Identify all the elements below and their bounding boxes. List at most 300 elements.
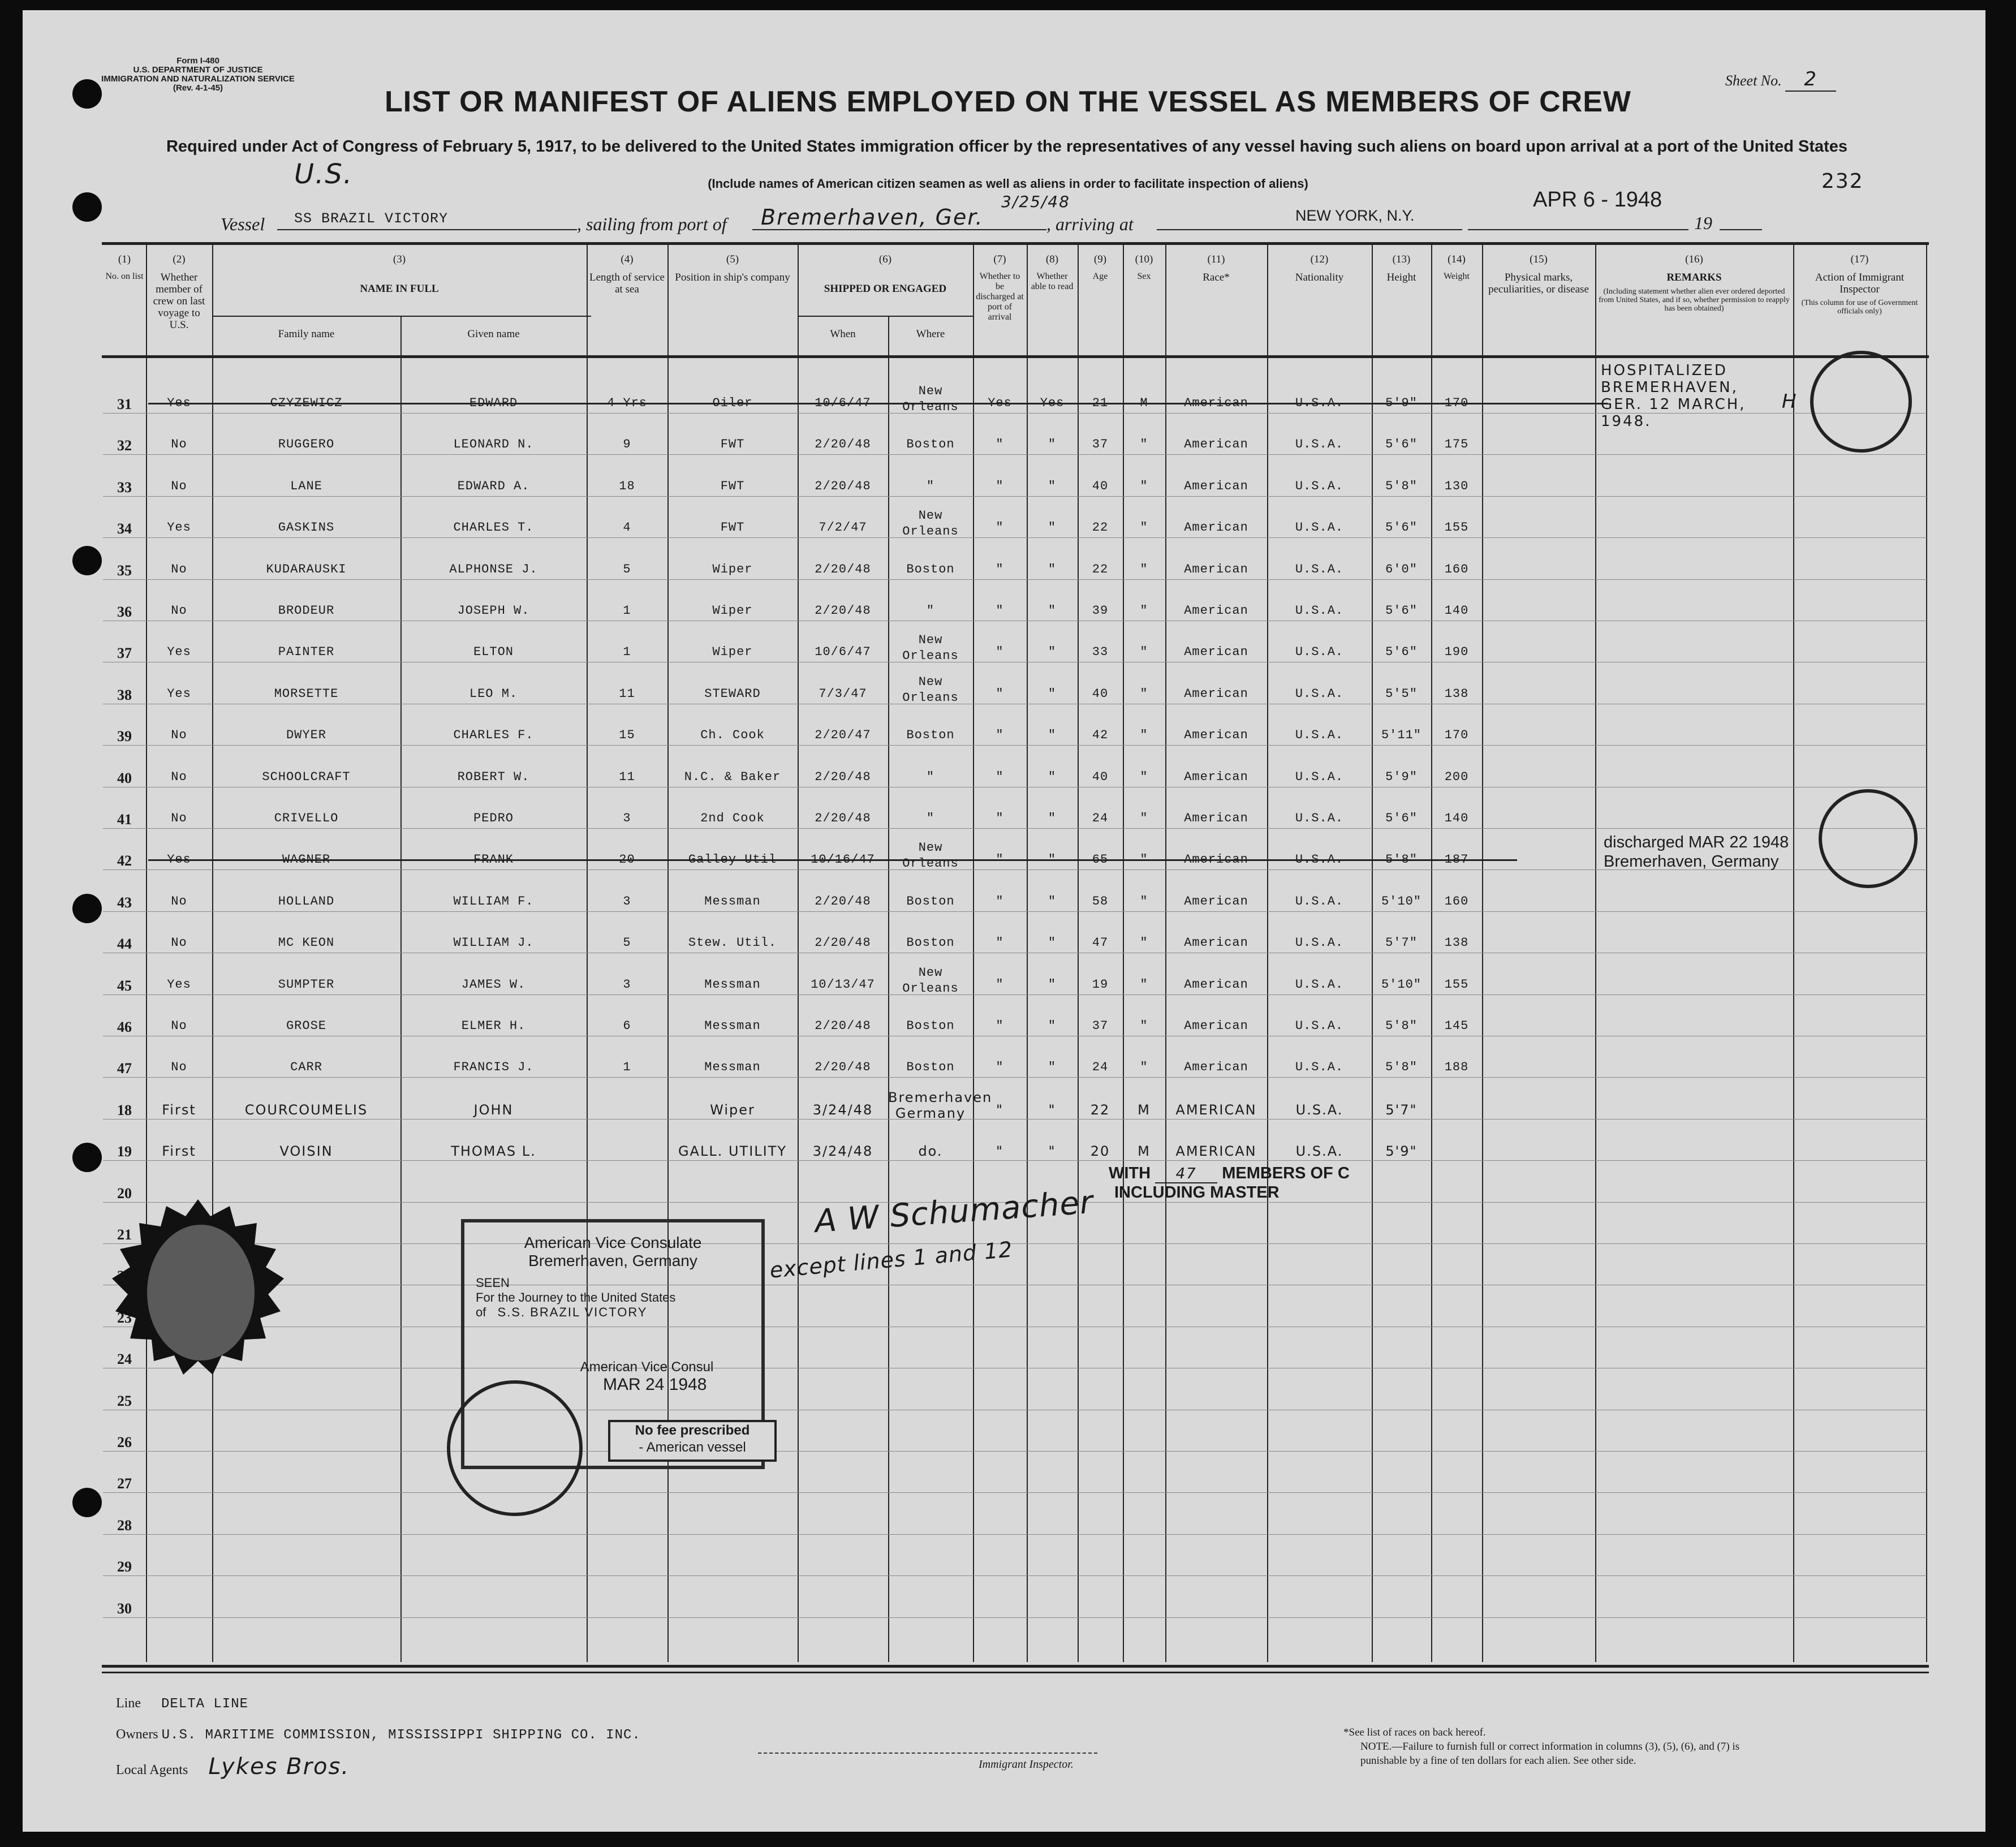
- row-number: 19: [117, 1143, 132, 1160]
- cell-nat: U.S.A.: [1295, 686, 1344, 701]
- vessel-label: Vessel: [221, 214, 265, 234]
- cell-service: 1: [623, 604, 631, 618]
- cell-age: 19: [1092, 977, 1109, 992]
- footer-agents: [116, 1754, 350, 1780]
- cell-sex: ": [1140, 520, 1148, 535]
- cell-sex: M: [1138, 1143, 1151, 1160]
- cell-age: 22: [1090, 1101, 1110, 1118]
- cell-last: Yes: [167, 396, 191, 410]
- cell-family: CZYZEWICZ: [270, 396, 343, 410]
- cell-read: ": [1048, 977, 1057, 992]
- cell-last: Yes: [167, 853, 191, 867]
- manifest-table: [102, 242, 1929, 1668]
- cell-sex: ": [1140, 479, 1148, 493]
- cell-last: No: [171, 1019, 187, 1033]
- cell-height: 5'11": [1381, 728, 1421, 743]
- cell-weight: 138: [1444, 686, 1469, 701]
- fee-text: No fee prescribed: [635, 1423, 750, 1438]
- cell-when: 7/2/47: [819, 520, 867, 535]
- cell-read: ": [1048, 520, 1057, 535]
- cell-race: American: [1184, 604, 1248, 618]
- column-subheader-c3a: Family name: [278, 328, 335, 340]
- cell-sex: ": [1140, 936, 1148, 950]
- year-label: 19: [1694, 213, 1712, 233]
- cell-where: New Orleans: [902, 633, 959, 664]
- consulate-name: American Vice Consulate: [524, 1234, 702, 1251]
- cell-race: American: [1184, 853, 1248, 867]
- cell-family: PAINTER: [278, 645, 335, 660]
- cell-where: New Orleans: [902, 965, 959, 996]
- cell-race: American: [1184, 1060, 1248, 1075]
- cell-where: Boston: [906, 894, 955, 909]
- cell-disch: Yes: [988, 396, 1012, 410]
- cell-race: American: [1184, 811, 1248, 825]
- row-number: 43: [117, 894, 132, 911]
- page-title: LIST OR MANIFEST OF ALIENS EMPLOYED ON THE VESSEL AS MEMBERS OF CREW: [385, 85, 1631, 118]
- column-header-c15: Physical marks, peculiarities, or disease: [1488, 272, 1589, 295]
- cell-where: Boston: [906, 437, 955, 452]
- cell-disch: ": [996, 728, 1004, 743]
- cell-age: 22: [1092, 562, 1109, 576]
- column-number: (7): [993, 253, 1006, 265]
- cell-weight: 160: [1444, 894, 1469, 909]
- cell-position: Ch. Cook: [700, 728, 765, 743]
- cell-disch: ": [996, 686, 1004, 701]
- cell-height: 5'6": [1385, 645, 1418, 660]
- cell-position: FWT: [720, 520, 745, 535]
- cell-position: Messman: [704, 1060, 761, 1075]
- cell-read: ": [1048, 1101, 1056, 1118]
- inspector-seal: [1819, 789, 1918, 888]
- cell-sex: ": [1140, 769, 1148, 784]
- column-header-c8: Whether able to read: [1031, 272, 1074, 291]
- cell-where: New Orleans: [902, 509, 959, 539]
- cell-race: American: [1184, 479, 1248, 493]
- cell-family: GASKINS: [278, 520, 335, 535]
- remark-discharged-place: Bremerhaven, Germany: [1604, 853, 1779, 871]
- row-number: 36: [117, 604, 132, 620]
- cell-family: WAGNER: [282, 853, 331, 867]
- cell-sex: ": [1140, 1060, 1148, 1075]
- cell-nat: U.S.A.: [1295, 520, 1344, 535]
- cell-service: 5: [623, 562, 631, 576]
- cell-weight: 145: [1444, 1019, 1469, 1033]
- cell-sex: ": [1140, 604, 1148, 618]
- cell-read: ": [1048, 728, 1057, 743]
- line-value: DELTA LINE: [161, 1697, 249, 1712]
- inspector-annotation: except lines 1 and 12: [768, 1237, 1014, 1283]
- cell-family: MC KEON: [278, 936, 335, 950]
- line-label: Line: [116, 1696, 141, 1711]
- flag-note: U.S.: [294, 158, 354, 190]
- cell-family: SCHOOLCRAFT: [262, 769, 351, 784]
- consulate-seen: SEEN: [476, 1276, 510, 1290]
- footer-note: NOTE.—Failure to furnish full or correct information in columns (3), (5), (6), and (7) is punishable by a fine of ten dollars for each alien. See other side.: [1360, 1741, 1740, 1767]
- vice-consul-title: American Vice Consul: [580, 1359, 714, 1375]
- crew-total: [1109, 1164, 1350, 1202]
- cell-height: 5'9": [1385, 396, 1418, 410]
- row-number: 37: [117, 645, 132, 662]
- cell-age: 47: [1092, 936, 1109, 950]
- column-number: (6): [878, 253, 892, 265]
- cell-given: PEDRO: [473, 811, 514, 825]
- cell-when: 2/20/48: [815, 604, 871, 618]
- row-number: 30: [117, 1600, 132, 1617]
- cell-disch: ": [996, 853, 1004, 867]
- cell-when: 10/13/47: [811, 977, 875, 992]
- form-dept: U.S. DEPARTMENT OF JUSTICE: [133, 65, 263, 75]
- cell-weight: 188: [1444, 1060, 1469, 1075]
- column-number: (14): [1448, 253, 1466, 265]
- cell-position: N.C. & Baker: [684, 769, 781, 784]
- cell-sex: ": [1140, 686, 1148, 701]
- cell-position: Messman: [704, 1019, 761, 1033]
- row-number: 42: [117, 853, 132, 869]
- cell-service: 11: [619, 769, 635, 784]
- row-number: 46: [117, 1019, 132, 1035]
- cell-family: HOLLAND: [278, 894, 335, 909]
- cell-age: 37: [1092, 1019, 1109, 1033]
- remark-row1: HOSPITALIZED BREMERHAVEN, GER. 12 MARCH, 1948.: [1601, 362, 1746, 430]
- cell-nat: U.S.A.: [1295, 728, 1344, 743]
- cell-weight: 170: [1444, 396, 1469, 410]
- column-number: (1): [118, 253, 131, 265]
- cell-nat: U.S.A.: [1295, 479, 1344, 493]
- cell-service: 6: [623, 1019, 631, 1033]
- footer-line: [116, 1696, 248, 1712]
- cell-when: 10/6/47: [815, 396, 871, 410]
- cell-service: 18: [619, 479, 635, 493]
- cell-weight: 155: [1444, 977, 1469, 992]
- cell-read: ": [1048, 562, 1057, 576]
- cell-given: EDWARD: [469, 396, 518, 410]
- sailing-label: , sailing from port of: [577, 214, 727, 234]
- cell-disch: ": [996, 604, 1004, 618]
- cell-last: No: [171, 769, 187, 784]
- cell-read: ": [1048, 479, 1057, 493]
- cell-nat: U.S.A.: [1295, 1060, 1344, 1075]
- inspector-signature-label: Immigrant Inspector.: [979, 1758, 1074, 1771]
- cell-when: 2/20/48: [815, 811, 871, 825]
- cell-service: 5: [623, 936, 631, 950]
- cell-read: ": [1048, 769, 1057, 784]
- column-header-c13: Height: [1386, 272, 1416, 283]
- cell-family: DWYER: [286, 728, 326, 743]
- cell-weight: 187: [1444, 853, 1469, 867]
- cell-height: 5'6": [1385, 520, 1418, 535]
- row-number: 35: [117, 562, 132, 579]
- cell-given: FRANCIS J.: [453, 1060, 534, 1075]
- cell-family: BRODEUR: [278, 604, 335, 618]
- row-number: 20: [117, 1185, 132, 1202]
- cell-age: 24: [1092, 811, 1109, 825]
- row-number: 47: [117, 1060, 132, 1077]
- row-number: 26: [117, 1434, 132, 1450]
- cell-read: ": [1048, 1143, 1056, 1160]
- cell-height: 5'8": [1385, 1060, 1418, 1075]
- cell-last: No: [171, 604, 187, 618]
- cell-where: Boston: [906, 936, 955, 950]
- cell-age: 33: [1092, 645, 1109, 660]
- cell-where: ": [926, 479, 935, 493]
- fee-stamp: [608, 1420, 777, 1462]
- cell-position: Wiper: [712, 645, 753, 660]
- cell-family: SUMPTER: [278, 977, 335, 992]
- cell-read: ": [1048, 437, 1057, 452]
- agents-label: Local Agents: [116, 1763, 188, 1777]
- row-number: 31: [117, 396, 132, 412]
- cell-where: do.: [918, 1143, 943, 1160]
- cell-given: LEO M.: [469, 686, 518, 701]
- cell-where: New Orleans: [902, 674, 959, 705]
- cell-age: 58: [1092, 894, 1109, 909]
- form-number: Form I-480: [176, 56, 219, 66]
- cell-read: ": [1048, 853, 1057, 867]
- cell-sex: ": [1140, 1019, 1148, 1033]
- cell-when: 10/6/47: [815, 645, 871, 660]
- cell-position: Wiper: [710, 1101, 755, 1118]
- column-subheader-c3b: Given name: [467, 328, 520, 340]
- inspector-seal: [1810, 351, 1912, 453]
- notarial-seal: [79, 1194, 317, 1397]
- owners-label: Owners: [116, 1727, 158, 1742]
- consulate-date: MAR 24 1948: [603, 1375, 707, 1394]
- inspector-mark: H: [1782, 390, 1798, 413]
- cell-family: MORSETTE: [274, 686, 339, 701]
- consulate-seal: [447, 1380, 583, 1516]
- row-number: 23: [117, 1309, 132, 1326]
- cell-nat: U.S.A.: [1295, 769, 1344, 784]
- cell-nat: U.S.A.: [1295, 562, 1344, 576]
- cell-given: JOHN: [473, 1101, 514, 1118]
- cell-disch: ": [996, 894, 1004, 909]
- arrival-port: NEW YORK, N.Y.: [1295, 207, 1415, 224]
- cell-nat: U.S.A.: [1295, 437, 1344, 452]
- footer-owners: [116, 1727, 641, 1743]
- cell-last: Yes: [167, 645, 191, 660]
- cell-sex: ": [1140, 894, 1148, 909]
- form-service: IMMIGRATION AND NATURALIZATION SERVICE: [101, 74, 295, 84]
- cell-nat: U.S.A.: [1295, 936, 1344, 950]
- cell-read: ": [1048, 894, 1057, 909]
- column-number: (13): [1392, 253, 1411, 265]
- cell-position: FWT: [720, 437, 745, 452]
- punch-hole: [72, 546, 102, 575]
- cell-family: RUGGERO: [278, 437, 335, 452]
- cell-height: 5'9": [1385, 769, 1418, 784]
- cell-last: No: [171, 811, 187, 825]
- cell-weight: 140: [1444, 811, 1469, 825]
- cell-height: 6'0": [1385, 562, 1418, 576]
- cell-weight: 155: [1444, 520, 1469, 535]
- cell-disch: ": [996, 769, 1004, 784]
- cell-given: ROBERT W.: [457, 769, 530, 784]
- cell-given: FRANK: [473, 853, 514, 867]
- cell-when: 3/24/48: [812, 1101, 873, 1118]
- races-note: *See list of races on back hereof.: [1343, 1727, 1486, 1738]
- column-header-c17: Action of Immigrant Inspector: [1815, 272, 1905, 295]
- cell-when: 10/16/47: [811, 853, 875, 867]
- cell-race: American: [1184, 728, 1248, 743]
- column-number: (8): [1045, 253, 1059, 265]
- cell-given: WILLIAM J.: [453, 936, 534, 950]
- column-number: (2): [173, 253, 186, 265]
- cell-family: VOISIN: [279, 1143, 333, 1160]
- cell-weight: 175: [1444, 437, 1469, 452]
- row-number: 27: [117, 1475, 132, 1492]
- cell-when: 2/20/48: [815, 769, 871, 784]
- cell-height: 5'10": [1381, 977, 1421, 992]
- cell-family: LANE: [290, 479, 322, 493]
- cell-height: 5'8": [1385, 1019, 1418, 1033]
- column-header-c10: Sex: [1137, 272, 1151, 281]
- cell-last: Yes: [167, 977, 191, 992]
- cell-race: AMERICAN: [1175, 1143, 1257, 1160]
- cell-position: STEWARD: [704, 686, 761, 701]
- master-signature: A W Schumacher: [813, 1183, 1095, 1241]
- cell-family: CARR: [290, 1060, 322, 1075]
- cell-service: 11: [619, 686, 635, 701]
- cell-height: 5'6": [1385, 604, 1418, 618]
- column-header-c7: Whether to be discharged at port of arrival: [976, 272, 1024, 322]
- seal-core: [147, 1225, 255, 1361]
- cell-disch: ": [996, 977, 1004, 992]
- cell-age: 22: [1092, 520, 1109, 535]
- cell-disch: ": [996, 1019, 1004, 1033]
- cell-sex: ": [1140, 977, 1148, 992]
- crew-count: 47: [1155, 1165, 1217, 1183]
- column-header-c5: Position in ship's company: [675, 272, 790, 283]
- column-number: (16): [1685, 253, 1703, 265]
- cell-nat: U.S.A.: [1295, 1143, 1343, 1160]
- cell-given: LEONARD N.: [453, 437, 534, 452]
- cell-position: Oiler: [712, 396, 753, 410]
- column-number: (11): [1207, 253, 1225, 265]
- column-header-c11: Race*: [1203, 272, 1230, 283]
- subtitle: Required under Act of Congress of February 5, 1917, to be delivered to the United States immigration officer by the representatives of any vessel having such aliens on board upon arrival at a port of the United States: [166, 137, 1848, 156]
- cell-last: No: [171, 1060, 187, 1075]
- inspector-subheader: (This column for use of Government officials only): [1801, 299, 1918, 316]
- cell-weight: 190: [1444, 645, 1469, 660]
- cell-where: ": [926, 604, 935, 618]
- cell-race: American: [1184, 894, 1248, 909]
- cell-sex: M: [1138, 1101, 1151, 1118]
- cell-last: No: [171, 562, 187, 576]
- cell-height: 5'9": [1385, 1143, 1418, 1160]
- cell-weight: 170: [1444, 728, 1469, 743]
- cell-when: 7/3/47: [819, 686, 867, 701]
- cell-family: COURCOUMELIS: [244, 1101, 368, 1118]
- cell-position: GALL. UTILITY: [678, 1143, 787, 1160]
- cell-where: Boston: [906, 728, 955, 743]
- row-number: 29: [117, 1558, 132, 1575]
- cell-disch: ": [996, 1060, 1004, 1075]
- cell-nat: U.S.A.: [1295, 645, 1344, 660]
- cell-position: FWT: [720, 479, 745, 493]
- row-number: 34: [117, 520, 132, 537]
- cell-age: 42: [1092, 728, 1109, 743]
- cell-age: 37: [1092, 437, 1109, 452]
- cell-height: 5'5": [1385, 686, 1418, 701]
- row-number: 33: [117, 479, 132, 496]
- cell-age: 65: [1092, 853, 1109, 867]
- cell-height: 5'7": [1385, 1101, 1418, 1118]
- column-header-c16: REMARKS: [1666, 272, 1722, 283]
- cell-read: ": [1048, 686, 1057, 701]
- crew-total-with: WITH: [1109, 1164, 1151, 1182]
- cell-given: ELTON: [473, 645, 514, 660]
- owners-value: U.S. MARITIME COMMISSION, MISSISSIPPI SHIPPING CO. INC.: [161, 1728, 641, 1743]
- column-number: (3): [393, 253, 406, 265]
- cell-height: 5'6": [1385, 811, 1418, 825]
- cell-service: 4: [623, 520, 631, 535]
- cell-when: 3/24/48: [812, 1143, 873, 1160]
- cell-race: American: [1184, 977, 1248, 992]
- cell-given: CHARLES T.: [453, 520, 534, 535]
- form-rev: (Rev. 4-1-45): [173, 83, 223, 93]
- cell-nat: U.S.A.: [1295, 1101, 1343, 1118]
- cell-nat: U.S.A.: [1295, 604, 1344, 618]
- cell-position: Stew. Util.: [688, 936, 777, 950]
- cell-nat: U.S.A.: [1295, 396, 1344, 410]
- cell-when: 2/20/47: [815, 728, 871, 743]
- cell-race: American: [1184, 936, 1248, 950]
- cell-disch: ": [996, 562, 1004, 576]
- cell-age: 24: [1092, 1060, 1109, 1075]
- cell-where: Boston: [906, 1060, 955, 1075]
- cell-service: 4 Yrs: [606, 396, 647, 410]
- consulate-journey: For the Journey to the United States: [476, 1290, 676, 1304]
- cell-last: First: [162, 1143, 196, 1160]
- cell-last: No: [171, 479, 187, 493]
- cell-service: 9: [623, 437, 631, 452]
- cell-nat: U.S.A.: [1295, 1019, 1344, 1033]
- row-number: 28: [117, 1517, 132, 1534]
- row-number: 38: [117, 686, 132, 703]
- strike-line: [148, 859, 1517, 861]
- column-number: (4): [621, 253, 634, 265]
- cell-given: EDWARD A.: [457, 479, 530, 493]
- cell-disch: ": [996, 1101, 1004, 1118]
- cell-given: JOSEPH W.: [457, 604, 530, 618]
- column-header-c2: Whether member of crew on last voyage to U.S.: [153, 272, 205, 331]
- strike-line: [148, 403, 1608, 404]
- cell-given: ALPHONSE J.: [449, 562, 538, 576]
- column-subheader-c6a: When: [830, 328, 856, 340]
- cell-last: First: [162, 1101, 196, 1118]
- cell-given: JAMES W.: [461, 977, 526, 992]
- row-number: 24: [117, 1351, 132, 1368]
- cell-service: 20: [619, 853, 635, 867]
- cell-race: American: [1184, 645, 1248, 660]
- row-number: 25: [117, 1392, 132, 1409]
- column-number: (12): [1310, 253, 1329, 265]
- cell-position: Messman: [704, 977, 761, 992]
- column-number: (15): [1530, 253, 1548, 265]
- cell-last: No: [171, 936, 187, 950]
- punch-hole: [72, 1488, 102, 1517]
- cell-read: ": [1048, 1060, 1057, 1075]
- cell-age: 21: [1092, 396, 1109, 410]
- cell-service: 3: [623, 811, 631, 825]
- row-number: 41: [117, 811, 132, 828]
- column-number: (5): [726, 253, 739, 265]
- cell-disch: ": [996, 479, 1004, 493]
- column-header-c4: Length of service at sea: [589, 272, 665, 295]
- column-number: (17): [1850, 253, 1869, 265]
- remarks-subheader: (Including statement whether alien ever ordered deported from United States, and if so, whether permission to reapply has been obtained): [1599, 287, 1790, 313]
- column-subheader-c6b: Where: [916, 328, 945, 340]
